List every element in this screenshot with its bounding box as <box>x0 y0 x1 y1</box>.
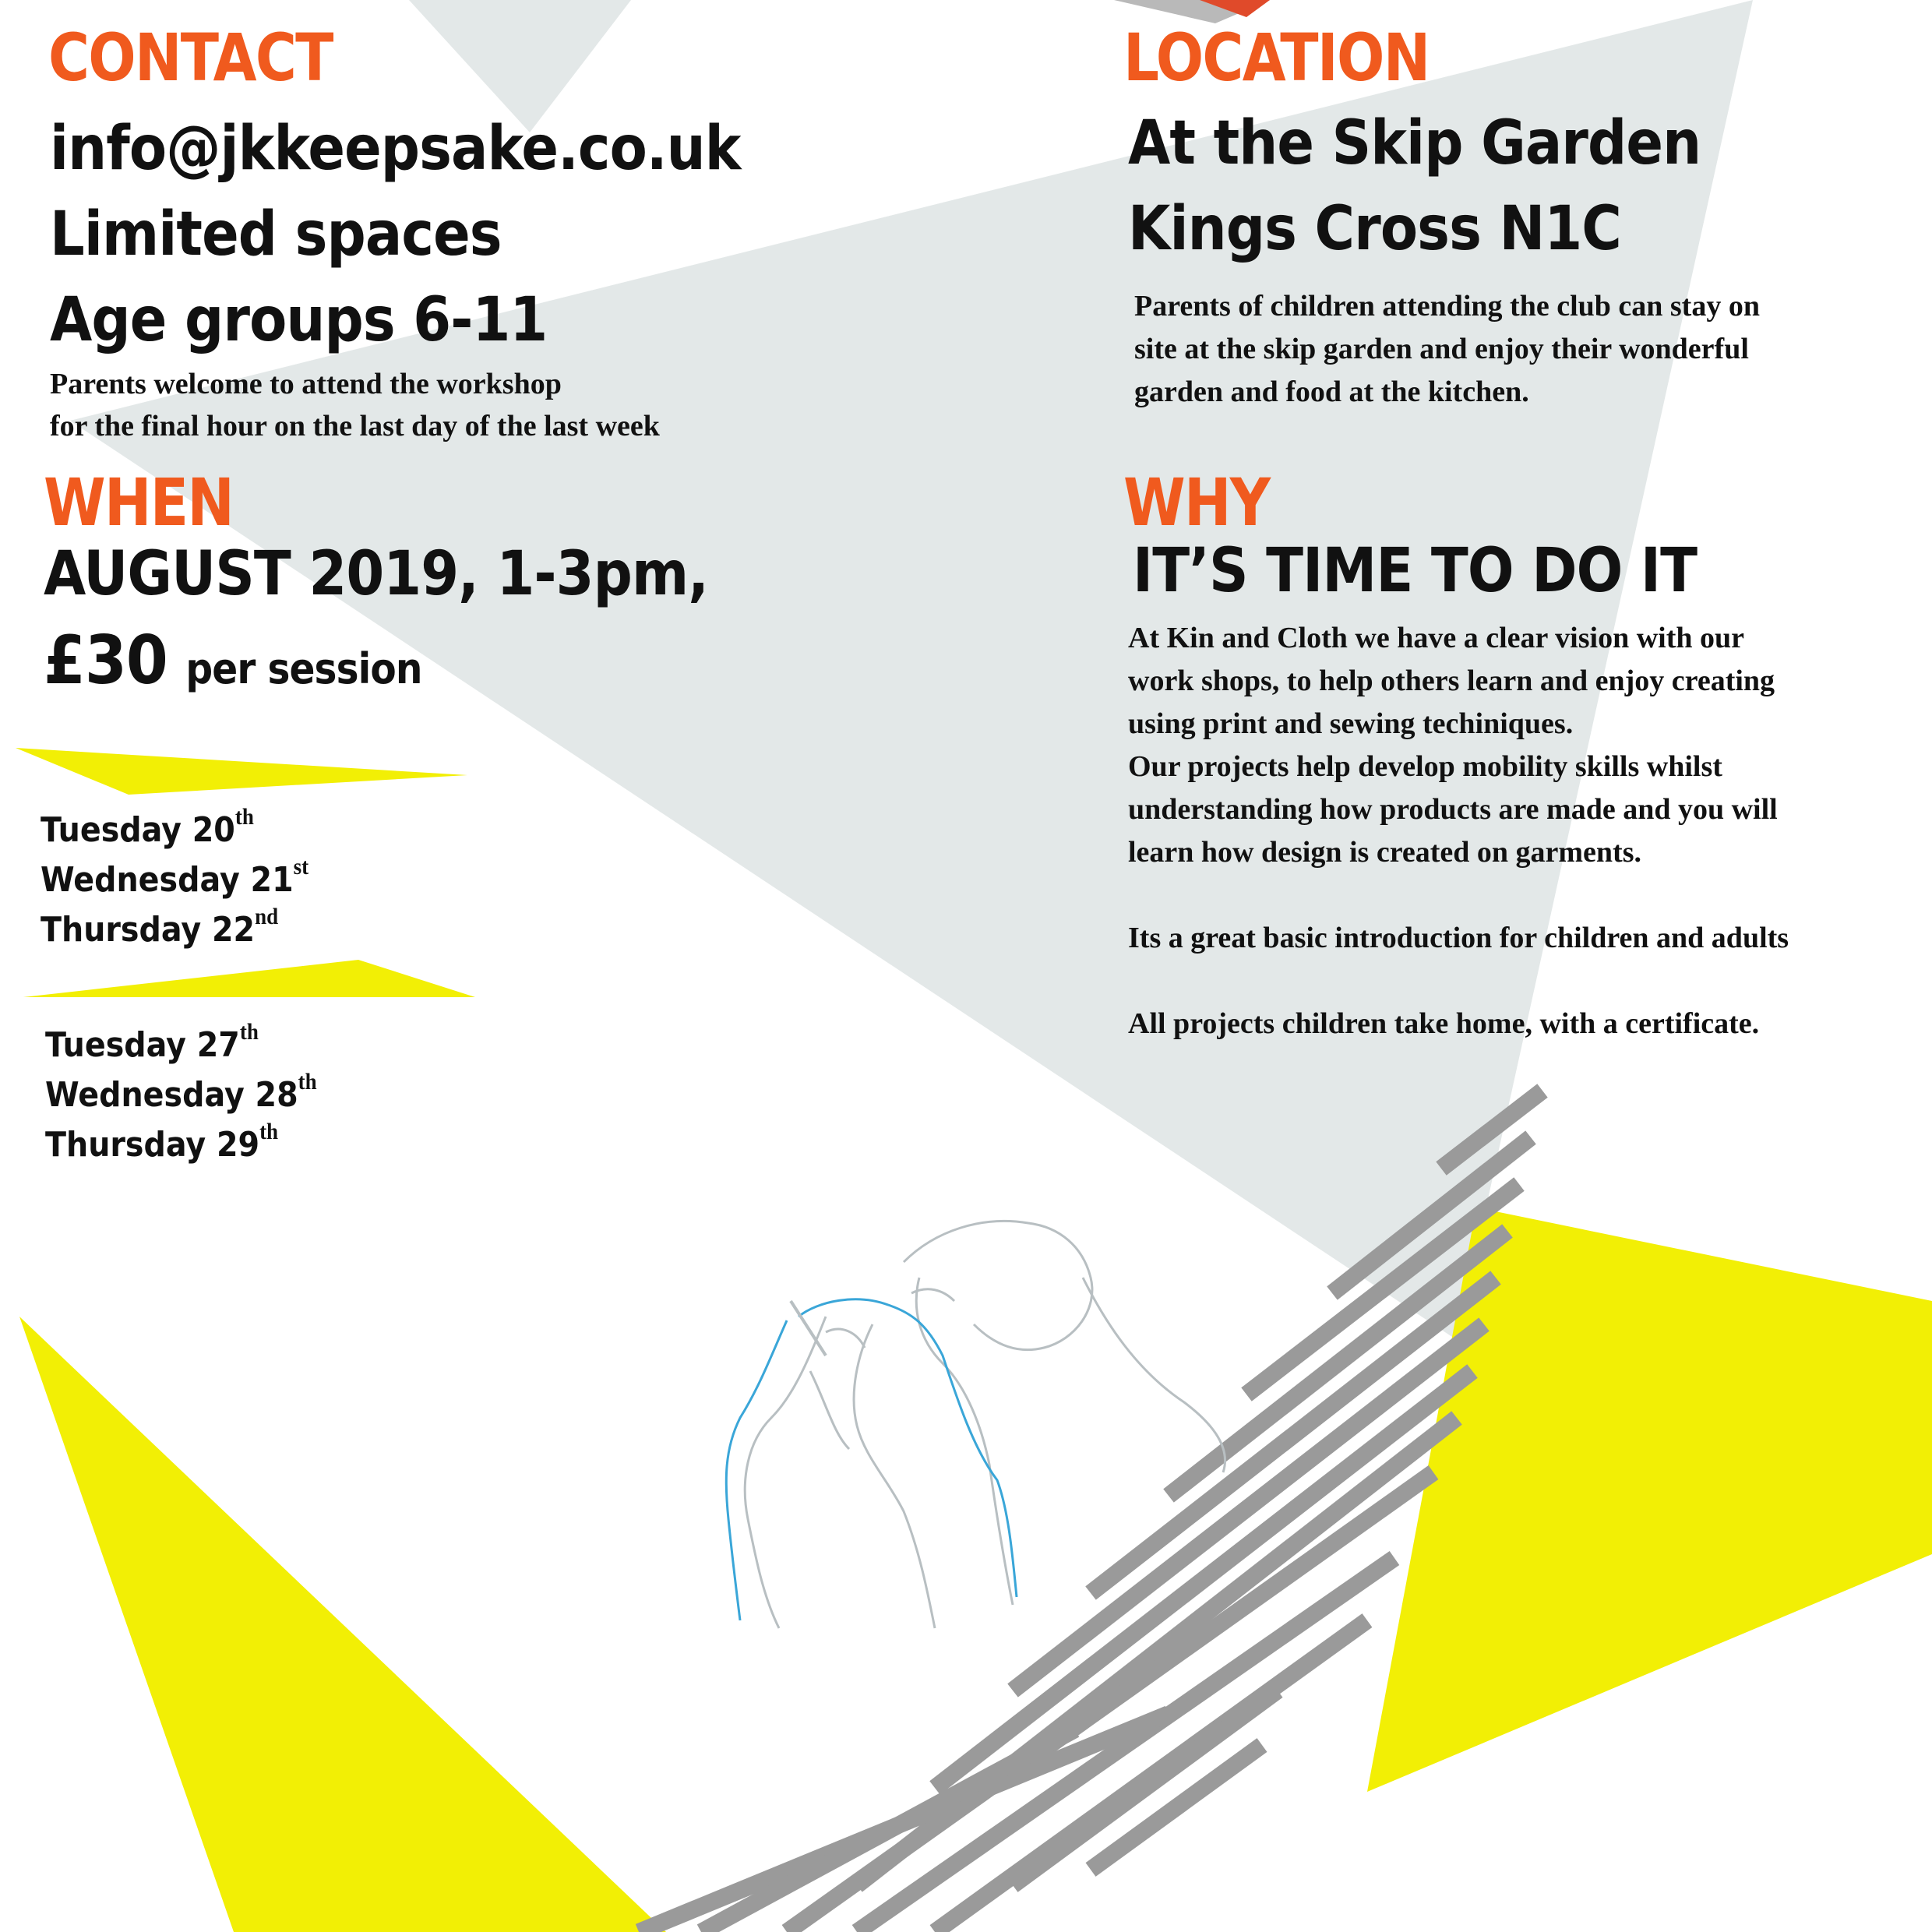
why-heading: WHY <box>1123 464 1270 541</box>
date-item: Thursday 29th <box>45 1119 279 1165</box>
why-desc-line: work shops, to help others learn and enjoy creating <box>1128 665 1775 697</box>
contact-parents-line-1: Parents welcome to attend the workshop <box>50 368 562 400</box>
date-item: Wednesday 21st <box>41 854 309 900</box>
why-desc-spacer <box>1128 960 1789 1003</box>
grey-triangle-top <box>409 0 631 132</box>
location-line-2: Kings Cross N1C <box>1128 194 1621 264</box>
when-price: £30 <box>44 622 167 700</box>
date-item: Wednesday 28th <box>45 1069 317 1115</box>
why-desc-line: All projects children take home, with a certificate. <box>1128 1007 1760 1040</box>
when-heading: WHEN <box>44 464 234 541</box>
location-desc-line: garden and food at the kitchen. <box>1134 375 1529 408</box>
date-item: Tuesday 20th <box>41 804 254 850</box>
contact-email[interactable]: info@jkkeepsake.co.uk <box>50 114 741 184</box>
sewing-hands-illustration <box>745 1221 1225 1628</box>
why-description <box>1128 617 1789 1045</box>
contact-heading: CONTACT <box>48 19 333 96</box>
location-desc-line: site at the skip garden and enjoy their wonderful <box>1134 333 1749 365</box>
why-desc-line: At Kin and Cloth we have a clear vision with our <box>1128 622 1745 654</box>
why-desc-spacer <box>1128 874 1789 917</box>
why-desc-line: using print and sewing techiniques. <box>1128 707 1574 740</box>
week-2-dates <box>45 1021 347 1170</box>
why-desc-line: Our projects help develop mobility skills whilst <box>1128 750 1722 783</box>
location-line-1: At the Skip Garden <box>1128 108 1701 178</box>
location-description <box>1134 285 1760 414</box>
yellow-sliver-1 <box>16 748 467 795</box>
why-desc-line: learn how design is created on garments. <box>1128 836 1641 869</box>
date-item: Thursday 22nd <box>41 904 279 950</box>
date-item: Tuesday 27th <box>45 1019 259 1065</box>
yellow-triangle-left <box>19 1317 666 1932</box>
contact-spaces: Limited spaces <box>50 199 502 270</box>
why-tagline: IT’S TIME TO DO IT <box>1133 536 1698 606</box>
why-desc-line: Its a great basic introduction for children and adults <box>1128 922 1789 954</box>
location-heading: LOCATION <box>1123 19 1430 96</box>
why-desc-line: understanding how products are made and you will <box>1128 793 1778 826</box>
when-dates-line: AUGUST 2019, 1-3pm, <box>44 539 708 609</box>
location-desc-line: Parents of children attending the club can stay on <box>1134 290 1760 323</box>
yellow-sliver-2 <box>23 960 475 997</box>
when-price-unit: per session <box>185 644 422 693</box>
contact-ages: Age groups 6-11 <box>50 285 548 355</box>
week-1-dates <box>41 806 338 955</box>
when-price-row <box>44 622 422 700</box>
contact-parents-line-2: for the final hour on the last day of the last week <box>50 410 660 442</box>
